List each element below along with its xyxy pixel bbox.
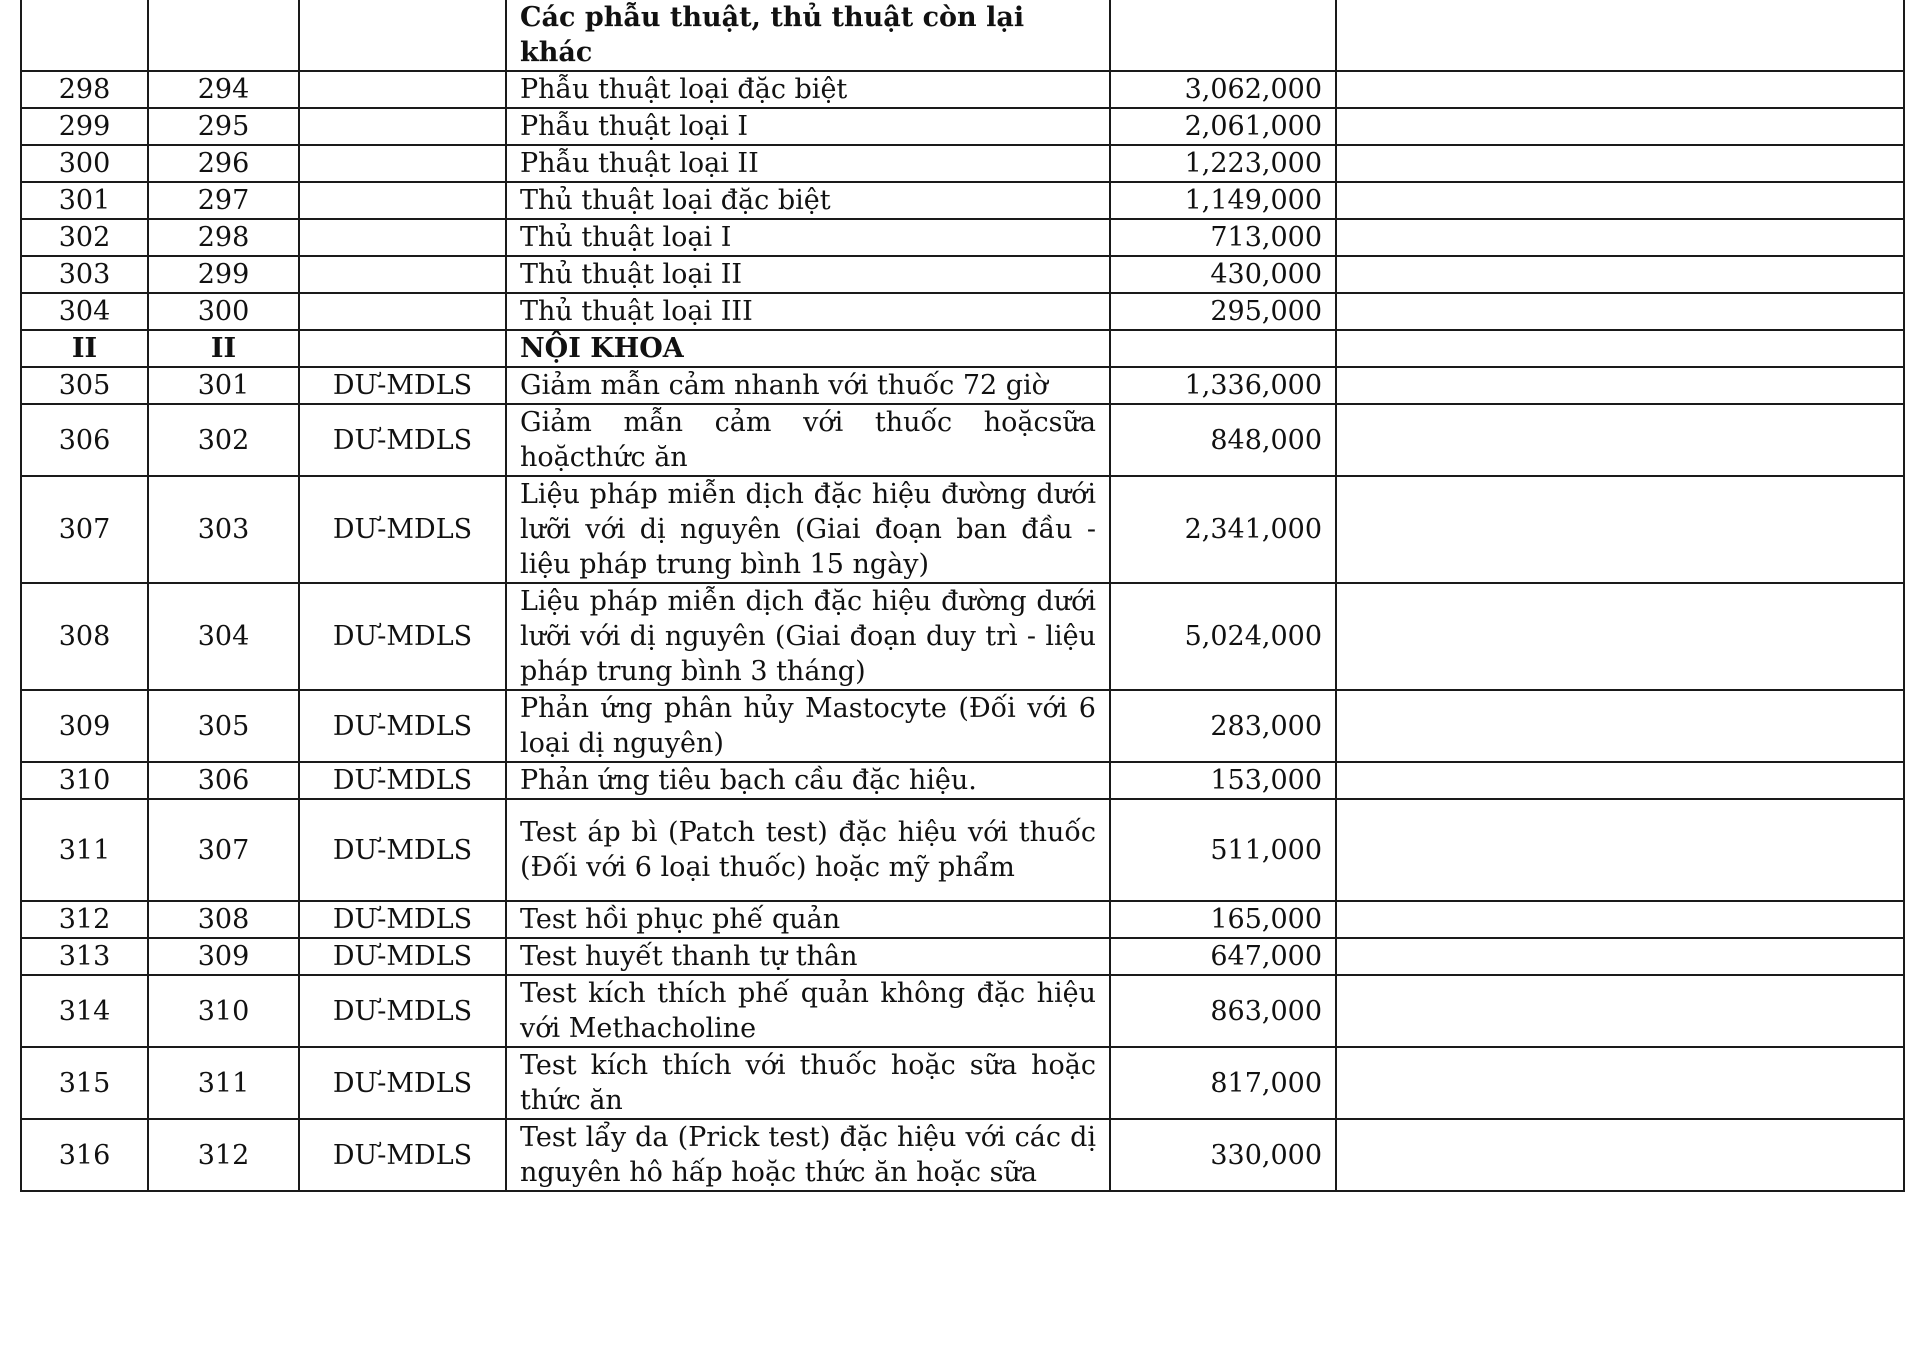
cell-note bbox=[1336, 938, 1904, 975]
table-row bbox=[21, 1119, 1904, 1191]
table-row bbox=[21, 975, 1904, 1047]
cell-ma: 311 bbox=[148, 1047, 299, 1119]
cell-note bbox=[1336, 690, 1904, 762]
table-row bbox=[21, 182, 1904, 219]
cell-stt: 307 bbox=[21, 476, 148, 583]
price-table bbox=[20, 0, 1905, 1192]
table-row bbox=[21, 583, 1904, 690]
cell-note bbox=[1336, 0, 1904, 71]
cell-stt: II bbox=[21, 330, 148, 367]
cell-note bbox=[1336, 330, 1904, 367]
cell-stt: 304 bbox=[21, 293, 148, 330]
cell-name: Thủ thuật loại I bbox=[506, 219, 1110, 256]
cell-price: 511,000 bbox=[1110, 799, 1336, 901]
table-row bbox=[21, 330, 1904, 367]
cell-code: DƯ-MDLS bbox=[299, 938, 506, 975]
cell-note bbox=[1336, 108, 1904, 145]
cell-stt: 312 bbox=[21, 901, 148, 938]
cell-code: DƯ-MDLS bbox=[299, 476, 506, 583]
cell-stt: 301 bbox=[21, 182, 148, 219]
cell-ma: 303 bbox=[148, 476, 299, 583]
cell-note bbox=[1336, 1119, 1904, 1191]
cell-name: Giảm mẫn cảm với thuốc hoặcsữa hoặcthức ăn bbox=[506, 404, 1110, 476]
cell-note bbox=[1336, 476, 1904, 583]
cell-name: Liệu pháp miễn dịch đặc hiệu đường dưới lưỡi với dị nguyên (Giai đoạn ban đầu - liệu pháp trung bình 15 ngày) bbox=[506, 476, 1110, 583]
price-table-body bbox=[21, 0, 1904, 1191]
table-row bbox=[21, 476, 1904, 583]
cell-stt: 311 bbox=[21, 799, 148, 901]
cell-code bbox=[299, 108, 506, 145]
table-row bbox=[21, 108, 1904, 145]
cell-ma: 296 bbox=[148, 145, 299, 182]
cell-name: Test áp bì (Patch test) đặc hiệu với thuốc (Đối với 6 loại thuốc) hoặc mỹ phẩm bbox=[506, 799, 1110, 901]
cell-ma: 300 bbox=[148, 293, 299, 330]
table-row bbox=[21, 901, 1904, 938]
cell-code: DƯ-MDLS bbox=[299, 901, 506, 938]
cell-name: Test kích thích phế quản không đặc hiệu với Methacholine bbox=[506, 975, 1110, 1047]
cell-ma: 302 bbox=[148, 404, 299, 476]
cell-name: Test lẩy da (Prick test) đặc hiệu với các dị nguyên hô hấp hoặc thức ăn hoặc sữa bbox=[506, 1119, 1110, 1191]
cell-code bbox=[299, 330, 506, 367]
cell-note bbox=[1336, 404, 1904, 476]
cell-stt: 308 bbox=[21, 583, 148, 690]
table-row bbox=[21, 145, 1904, 182]
cell-name: Thủ thuật loại II bbox=[506, 256, 1110, 293]
cell-price: 647,000 bbox=[1110, 938, 1336, 975]
cell-code: DƯ-MDLS bbox=[299, 1047, 506, 1119]
cell-note bbox=[1336, 901, 1904, 938]
cell-ma: 297 bbox=[148, 182, 299, 219]
cell-stt: 309 bbox=[21, 690, 148, 762]
cell-name: Phẫu thuật loại II bbox=[506, 145, 1110, 182]
cell-price: 817,000 bbox=[1110, 1047, 1336, 1119]
table-row bbox=[21, 1047, 1904, 1119]
cell-price: 153,000 bbox=[1110, 762, 1336, 799]
cell-price bbox=[1110, 0, 1336, 71]
cell-note bbox=[1336, 799, 1904, 901]
cell-ma: 298 bbox=[148, 219, 299, 256]
cell-ma: 305 bbox=[148, 690, 299, 762]
cell-name: Thủ thuật loại đặc biệt bbox=[506, 182, 1110, 219]
cell-ma: 309 bbox=[148, 938, 299, 975]
cell-name: Test hồi phục phế quản bbox=[506, 901, 1110, 938]
table-row bbox=[21, 690, 1904, 762]
table-row bbox=[21, 219, 1904, 256]
table-row bbox=[21, 71, 1904, 108]
cell-code bbox=[299, 182, 506, 219]
table-row bbox=[21, 367, 1904, 404]
cell-note bbox=[1336, 367, 1904, 404]
cell-note bbox=[1336, 182, 1904, 219]
cell-name: Phản ứng phân hủy Mastocyte (Đối với 6 loại dị nguyên) bbox=[506, 690, 1110, 762]
cell-name: NỘI KHOA bbox=[506, 330, 1110, 367]
cell-price: 1,336,000 bbox=[1110, 367, 1336, 404]
cell-stt: 300 bbox=[21, 145, 148, 182]
cell-ma: 294 bbox=[148, 71, 299, 108]
cell-stt: 299 bbox=[21, 108, 148, 145]
cell-ma: 307 bbox=[148, 799, 299, 901]
cell-stt: 306 bbox=[21, 404, 148, 476]
cell-code: DƯ-MDLS bbox=[299, 583, 506, 690]
cell-price: 863,000 bbox=[1110, 975, 1336, 1047]
cell-price: 3,062,000 bbox=[1110, 71, 1336, 108]
cell-price: 5,024,000 bbox=[1110, 583, 1336, 690]
cell-ma: 304 bbox=[148, 583, 299, 690]
section-title: Các phẫu thuật, thủ thuật còn lại khác bbox=[506, 0, 1110, 71]
cell-name: Phẫu thuật loại I bbox=[506, 108, 1110, 145]
table-row bbox=[21, 293, 1904, 330]
cell-code: DƯ-MDLS bbox=[299, 799, 506, 901]
cell-price: 848,000 bbox=[1110, 404, 1336, 476]
cell-name: Test huyết thanh tự thân bbox=[506, 938, 1110, 975]
cell-ma: 299 bbox=[148, 256, 299, 293]
cell-note bbox=[1336, 1047, 1904, 1119]
cell-ma: 301 bbox=[148, 367, 299, 404]
cell-stt: 303 bbox=[21, 256, 148, 293]
cell-code: DƯ-MDLS bbox=[299, 404, 506, 476]
cell-note bbox=[1336, 762, 1904, 799]
cell-stt: 298 bbox=[21, 71, 148, 108]
cell-code: DƯ-MDLS bbox=[299, 762, 506, 799]
cell-price: 295,000 bbox=[1110, 293, 1336, 330]
section-header-row bbox=[21, 0, 1904, 71]
cell-name: Giảm mẫn cảm nhanh với thuốc 72 giờ bbox=[506, 367, 1110, 404]
cell-ma: 310 bbox=[148, 975, 299, 1047]
cell-price: 165,000 bbox=[1110, 901, 1336, 938]
cell-note bbox=[1336, 975, 1904, 1047]
cell-stt: 314 bbox=[21, 975, 148, 1047]
cell-note bbox=[1336, 71, 1904, 108]
cell-ma bbox=[148, 0, 299, 71]
table-row bbox=[21, 938, 1904, 975]
cell-ma: 312 bbox=[148, 1119, 299, 1191]
cell-price: 1,223,000 bbox=[1110, 145, 1336, 182]
table-row bbox=[21, 762, 1904, 799]
table-row bbox=[21, 404, 1904, 476]
cell-ma: 295 bbox=[148, 108, 299, 145]
cell-code bbox=[299, 256, 506, 293]
cell-price bbox=[1110, 330, 1336, 367]
cell-price: 1,149,000 bbox=[1110, 182, 1336, 219]
cell-code: DƯ-MDLS bbox=[299, 1119, 506, 1191]
cell-price: 2,061,000 bbox=[1110, 108, 1336, 145]
cell-ma: 308 bbox=[148, 901, 299, 938]
cell-code: DƯ-MDLS bbox=[299, 690, 506, 762]
cell-code: DƯ-MDLS bbox=[299, 975, 506, 1047]
cell-name: Test kích thích với thuốc hoặc sữa hoặc thức ăn bbox=[506, 1047, 1110, 1119]
cell-note bbox=[1336, 256, 1904, 293]
cell-price: 2,341,000 bbox=[1110, 476, 1336, 583]
table-row bbox=[21, 799, 1904, 901]
cell-code bbox=[299, 293, 506, 330]
cell-stt: 316 bbox=[21, 1119, 148, 1191]
cell-name: Thủ thuật loại III bbox=[506, 293, 1110, 330]
cell-code: DƯ-MDLS bbox=[299, 367, 506, 404]
cell-note bbox=[1336, 583, 1904, 690]
cell-stt: 302 bbox=[21, 219, 148, 256]
cell-code bbox=[299, 71, 506, 108]
cell-name: Phản ứng tiêu bạch cầu đặc hiệu. bbox=[506, 762, 1110, 799]
cell-stt: 313 bbox=[21, 938, 148, 975]
cell-note bbox=[1336, 293, 1904, 330]
cell-price: 330,000 bbox=[1110, 1119, 1336, 1191]
cell-stt: 310 bbox=[21, 762, 148, 799]
cell-price: 430,000 bbox=[1110, 256, 1336, 293]
cell-price: 713,000 bbox=[1110, 219, 1336, 256]
cell-note bbox=[1336, 145, 1904, 182]
cell-name: Liệu pháp miễn dịch đặc hiệu đường dưới lưỡi với dị nguyên (Giai đoạn duy trì - liệu pháp trung bình 3 tháng) bbox=[506, 583, 1110, 690]
cell-note bbox=[1336, 219, 1904, 256]
cell-stt: 305 bbox=[21, 367, 148, 404]
cell-code bbox=[299, 0, 506, 71]
cell-ma: II bbox=[148, 330, 299, 367]
cell-stt: 315 bbox=[21, 1047, 148, 1119]
cell-name: Phẫu thuật loại đặc biệt bbox=[506, 71, 1110, 108]
cell-code bbox=[299, 145, 506, 182]
table-row bbox=[21, 256, 1904, 293]
cell-price: 283,000 bbox=[1110, 690, 1336, 762]
cell-stt bbox=[21, 0, 148, 71]
cell-code bbox=[299, 219, 506, 256]
cell-ma: 306 bbox=[148, 762, 299, 799]
